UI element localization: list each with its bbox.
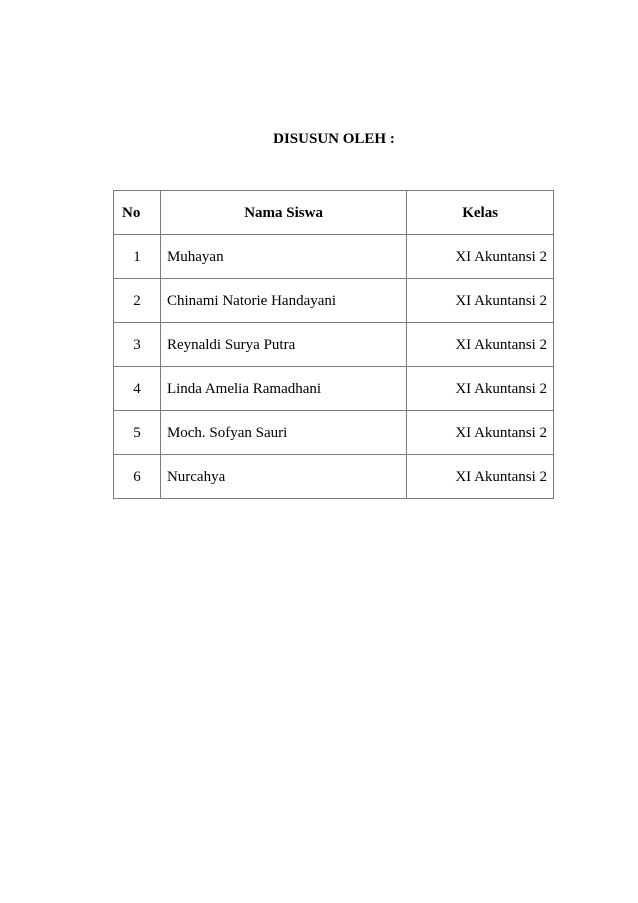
student-class: XI Akuntansi 2	[407, 323, 554, 367]
student-class: XI Akuntansi 2	[407, 411, 554, 455]
student-table	[113, 190, 554, 499]
row-number: 6	[114, 455, 161, 499]
student-class: XI Akuntansi 2	[407, 279, 554, 323]
header-name: Nama Siswa	[160, 191, 406, 235]
student-name: Reynaldi Surya Putra	[160, 323, 406, 367]
table-row	[114, 279, 554, 323]
row-number: 2	[114, 279, 161, 323]
table-header-row	[114, 191, 554, 235]
header-class: Kelas	[407, 191, 554, 235]
header-no: No	[114, 191, 161, 235]
row-number: 5	[114, 411, 161, 455]
row-number: 3	[114, 323, 161, 367]
table-row	[114, 367, 554, 411]
table-row	[114, 323, 554, 367]
student-class: XI Akuntansi 2	[407, 367, 554, 411]
student-name: Moch. Sofyan Sauri	[160, 411, 406, 455]
table-row	[114, 411, 554, 455]
student-name: Linda Amelia Ramadhani	[160, 367, 406, 411]
table-row	[114, 455, 554, 499]
row-number: 4	[114, 367, 161, 411]
table-row	[114, 235, 554, 279]
student-name: Chinami Natorie Handayani	[160, 279, 406, 323]
student-name: Muhayan	[160, 235, 406, 279]
student-class: XI Akuntansi 2	[407, 455, 554, 499]
student-class: XI Akuntansi 2	[407, 235, 554, 279]
page-heading: DISUSUN OLEH :	[273, 131, 395, 147]
row-number: 1	[114, 235, 161, 279]
student-name: Nurcahya	[160, 455, 406, 499]
